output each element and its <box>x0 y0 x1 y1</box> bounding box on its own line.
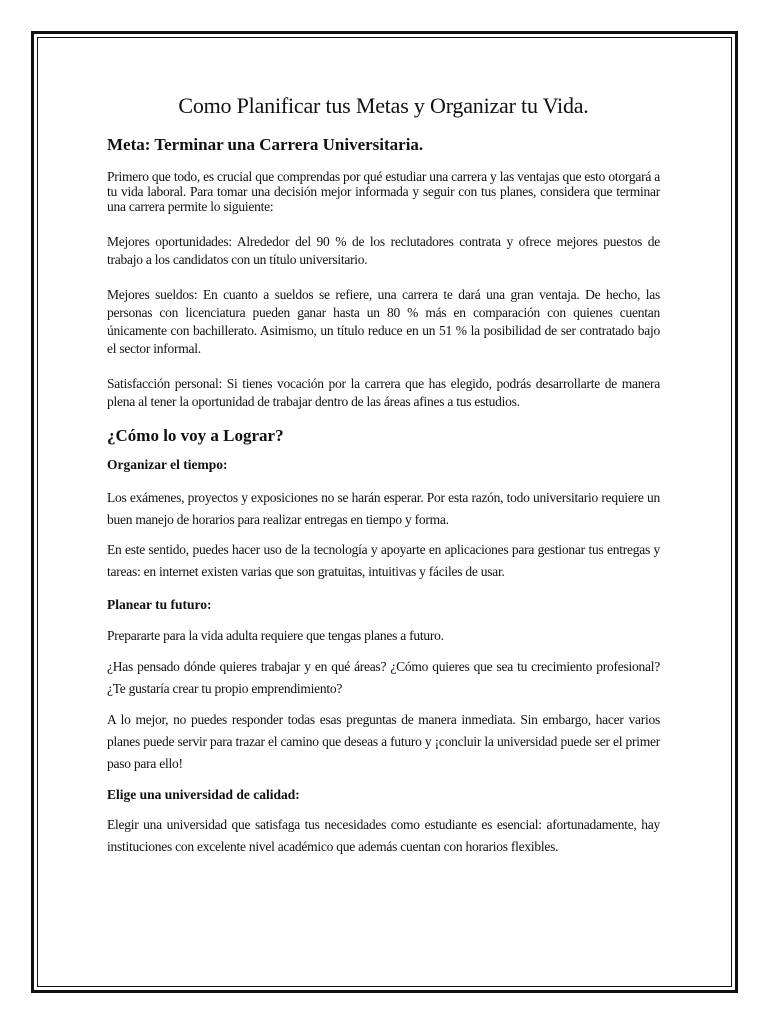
paragraph-satisfaccion: Satisfacción personal: Si tienes vocación por la carrera que has elegido, podrás desarrollarte de manera plena al tener la oportunidad de trabajar dentro de las áreas afines a tus estudios. <box>107 376 660 409</box>
paragraph-sueldos: Mejores sueldos: En cuanto a sueldos se refiere, una carrera te dará una gran ventaja. De hecho, las personas con licenciatura pueden ganar hasta un 80 % más en comparación con quienes cuentan únicamente con bachillerato. Asimismo, un título reduce en un 51 % la posibilidad de ser contratado bajo el sector informal. <box>107 287 660 356</box>
paragraph-oportunidades: Mejores oportunidades: Alrededor del 90 % de los reclutadores contrata y ofrece mejores puestos de trabajo a los candidatos con un título universitario. <box>107 234 660 267</box>
paragraph-preguntas: ¿Has pensado dónde quieres trabajar y en qué áreas? ¿Cómo quieres que sea tu crecimiento profesional? ¿Te gustaría crear tu propio emprendimiento? <box>107 659 660 696</box>
paragraph-tecnologia: En este sentido, puedes hacer uso de la tecnología y apoyarte en aplicaciones para gestionar tus entregas y tareas: en internet existen varias que son gratuitas, intuitivas y fáciles de usar. <box>107 542 660 579</box>
section-como-lograr <box>107 425 660 858</box>
document-body <box>107 92 660 858</box>
subheading-organizar-tiempo: Organizar el tiempo: <box>107 457 228 472</box>
paragraph-examenes: Los exámenes, proyectos y exposiciones no se harán esperar. Por esta razón, todo universitario requiere un buen manejo de horarios para realizar entregas en tiempo y forma. <box>107 490 660 527</box>
section-heading-como-lograr: ¿Cómo lo voy a Lograr? <box>107 426 284 445</box>
subheading-elige-universidad: Elige una universidad de calidad: <box>107 787 300 802</box>
subheading-planear-futuro: Planear tu futuro: <box>107 597 212 612</box>
section-heading-meta: Meta: Terminar una Carrera Universitaria. <box>107 135 424 154</box>
paragraph-intro: Primero que todo, es crucial que comprendas por qué estudiar una carrera y las ventajas que esto otorgará a tu vida laboral. Para tomar una decisión mejor informada y seguir con tus planes, considera que terminar una carrera permite lo siguiente: <box>107 169 660 214</box>
paragraph-elegir-universidad: Elegir una universidad que satisfaga tus necesidades como estudiante es esencial: afortunadamente, hay instituciones con excelente nivel académico que además cuentan con horarios flexibles. <box>107 817 660 854</box>
section-meta <box>107 134 660 411</box>
document-title: Como Planificar tus Metas y Organizar tu Vida. <box>178 93 589 118</box>
paragraph-vida-adulta: Prepararte para la vida adulta requiere que tengas planes a futuro. <box>107 628 444 643</box>
paragraph-a-lo-mejor: A lo mejor, no puedes responder todas esas preguntas de manera inmediata. Sin embargo, hacer varios planes puede servir para trazar el camino que deseas a futuro y ¡concluir la universidad puede ser el primer paso para ello! <box>107 712 660 771</box>
